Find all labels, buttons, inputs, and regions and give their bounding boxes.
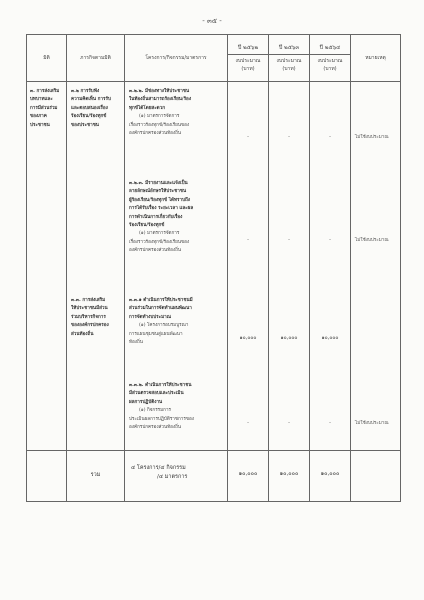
year-1-cell: [228, 82, 269, 451]
projects-cell: [125, 82, 228, 451]
remark-item4: ไม่ใช้งบประมาณ: [355, 421, 389, 426]
total-y2-cell: [269, 451, 310, 502]
total-label: รวม: [90, 472, 101, 478]
project-item-3: ๓.๓.๑ ดำเนินการให้ประชาชนมี ส่วนร่วมในการจัดทำแผนพัฒนา การจัดทำงบประมาณ (๑) โครงการอบรมบูรณา การแผนชุมชนสู่แผนพัฒนา ท้องถิ่น: [129, 298, 193, 346]
project-item-4: ๓.๓.๒. ดำเนินการให้ประชาชน มีส่วนตรวจสอบและประเมิน ผลการปฏิบัติงาน (๑) กิจกรรมการ ประเมินผลการปฏิบัติราชการของ องค์กรปกครองส่วนท้องถิ่น: [129, 383, 194, 431]
total-remark-cell: [351, 451, 401, 502]
total-empty-dim: [27, 451, 67, 502]
y2-item3-value: ๑๐,๐๐๐: [280, 335, 298, 341]
y2-item4-value: -: [288, 420, 290, 426]
year-2-cell: [269, 82, 310, 451]
mission-2-text: ๓.๓. การส่งเสริม ให้ประชาชนมีส่วน ร่วมบริหารกิจการ ขององค์กรปกครอง ส่วนท้องถิ่น: [71, 298, 109, 337]
header-year-3: ปี ๒๕๖๔ งบประมาณ (บาท): [310, 35, 351, 82]
y2-item1-value: -: [288, 134, 290, 140]
project-item-1: ๓.๒.๒. มีช่องทางให้ประชาชน ในท้องถิ่นสามารถร้องเรียน/ร้อง ทุกข์ได้โดยสะดวก (๑) มาตรการจัดการ เรื่องราวร้องทุกข์/ร้องเรียนของ องค์กรปกครองส่วนท้องถิ่น: [129, 89, 192, 137]
total-y1-cell: [228, 451, 269, 502]
header-projects: โครงการ/กิจกรรม/มาตรการ: [125, 35, 228, 82]
y3-item3-value: ๑๐,๐๐๐: [321, 335, 339, 341]
header-remark: หมายเหตุ: [351, 35, 401, 82]
y2-item2-value: -: [288, 237, 290, 243]
mission-1-text: ๓.๒ การรับฟัง ความคิดเห็น การรับ และตอบสนองเรื่อง ร้องเรียน/ร้องทุกข์ ของประชาชน: [71, 89, 111, 128]
header-dimension: มิติ: [27, 35, 67, 82]
dimension-text: ๓. การส่งเสริม บทบาทและ การมีส่วนร่วม ของภาค ประชาชน: [30, 89, 60, 128]
header-mission: ภารกิจตามมิติ: [67, 35, 125, 82]
total-label-cell: [67, 451, 125, 502]
year-3-cell: [310, 82, 351, 451]
body-row: [27, 82, 401, 451]
page-number: - ๓๕ -: [202, 17, 222, 25]
y3-item1-value: -: [329, 134, 331, 140]
remark-item2: ไม่ใช้งบประมาณ: [355, 238, 389, 243]
y1-item3-value: ๑๐,๐๐๐: [239, 335, 257, 341]
total-row: [27, 451, 401, 502]
project-item-2: ๓.๒.๓. มีรายงานและแจ้งเป็น ลายลักษณ์อักษรให้ประชาชน ผู้ร้องเรียน/ร้องทุกข์ ได้ทราบถึง การได้รับเรื่อง ระยะเวลา และผล การดำเนินการเกี่ยวกับเรื่อง ร้องเรียน/ร้องทุกข์ (๑) มาตรการจัดการ เรื่องราวร้องทุกข์/ร้องเรียนของ องค์กรปกครองส่วนท้องถิ่น: [129, 181, 194, 254]
total-y3-cell: [310, 451, 351, 502]
y1-item4-value: -: [247, 420, 249, 426]
y1-item1-value: -: [247, 134, 249, 140]
total-text-cell: [125, 451, 228, 502]
header-row: [27, 35, 401, 82]
header-year-1: ปี ๒๕๖๒ งบประมาณ (บาท): [228, 35, 269, 82]
dimension-cell: [27, 82, 67, 451]
remark-cell: [351, 82, 401, 451]
header-year-2: ปี ๒๕๖๓ งบประมาณ (บาท): [269, 35, 310, 82]
total-text: ๔ โครงการ/๔ กิจกรรม /๔ มาตรการ: [131, 465, 188, 480]
remark-item1: ไม่ใช้งบประมาณ: [355, 135, 389, 140]
y3-item4-value: -: [329, 420, 331, 426]
total-y1: ๑๐,๐๐๐: [238, 471, 258, 477]
budget-table: [26, 34, 401, 502]
total-y2: ๑๐,๐๐๐: [279, 471, 299, 477]
y1-item2-value: -: [247, 237, 249, 243]
y3-item2-value: -: [329, 237, 331, 243]
total-y3: ๑๐,๐๐๐: [320, 471, 340, 477]
mission-cell: [67, 82, 125, 451]
